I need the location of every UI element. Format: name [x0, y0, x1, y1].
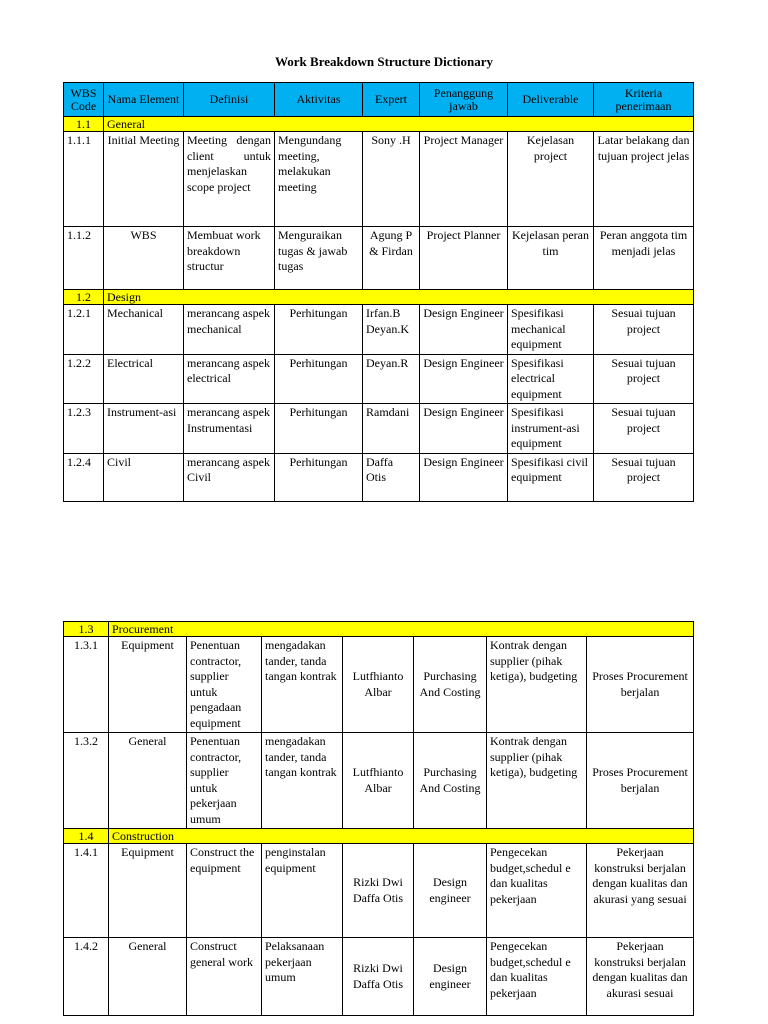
- table-row: [64, 227, 694, 290]
- element-name: General: [109, 938, 187, 1016]
- element-name: Initial Meeting: [104, 132, 184, 227]
- section-row: [64, 117, 694, 132]
- wbs-code: 1.3.2: [64, 733, 109, 829]
- definisi: Penentuan contractor, supplier untuk pengadaan equipment: [187, 637, 262, 733]
- section-name: Design: [104, 290, 694, 305]
- deliverable: Kejelasan project: [508, 132, 594, 227]
- aktivitas: Mengundang meeting, melakukan meeting: [275, 132, 363, 227]
- expert: Lutfhianto Albar: [343, 733, 414, 829]
- aktivitas: mengadakan tander, tanda tangan kontrak: [262, 637, 343, 733]
- header-cell: Expert: [363, 83, 420, 117]
- aktivitas: Perhitungan: [275, 305, 363, 355]
- deliverable: Spesifikasi civil equipment: [508, 453, 594, 501]
- table-row: [64, 637, 694, 733]
- expert: Lutfhianto Albar: [343, 637, 414, 733]
- section-name: Procurement: [109, 622, 694, 637]
- penanggung-jawab: Project Planner: [420, 227, 508, 290]
- expert: Deyan.R: [363, 354, 420, 404]
- wbs-code: 1.2.1: [64, 305, 104, 355]
- penanggung-jawab: Design engineer: [414, 844, 487, 938]
- table-row: [64, 354, 694, 404]
- penanggung-jawab: Project Manager: [420, 132, 508, 227]
- element-name: Mechanical: [104, 305, 184, 355]
- section-name: Construction: [109, 829, 694, 844]
- deliverable: Spesifikasi instrument-asi equipment: [508, 404, 594, 454]
- section-code: 1.3: [64, 622, 109, 637]
- definisi: Meeting dengan client untuk menjelaskan scope project: [184, 132, 275, 227]
- aktivitas: Perhitungan: [275, 404, 363, 454]
- section-name: General: [104, 117, 694, 132]
- header-row: [64, 83, 694, 117]
- header-cell: Nama Element: [104, 83, 184, 117]
- expert: Agung P & Firdan: [363, 227, 420, 290]
- section-code: 1.2: [64, 290, 104, 305]
- table-row: [64, 938, 694, 1016]
- kriteria: Sesuai tujuan project: [594, 354, 694, 404]
- element-name: Electrical: [104, 354, 184, 404]
- aktivitas: Pelaksanaan pekerjaan umum: [262, 938, 343, 1016]
- expert: Irfan.B Deyan.K: [363, 305, 420, 355]
- deliverable: Spesifikasi electrical equipment: [508, 354, 594, 404]
- element-name: Instrument-asi: [104, 404, 184, 454]
- deliverable: Kejelasan peran tim: [508, 227, 594, 290]
- deliverable: Pengecekan budget,schedul e dan kualitas pekerjaan: [487, 844, 587, 938]
- aktivitas: penginstalan equipment: [262, 844, 343, 938]
- expert: Sony .H: [363, 132, 420, 227]
- deliverable: Kontrak dengan supplier (pihak ketiga), budgeting: [487, 733, 587, 829]
- table-row: [64, 844, 694, 938]
- kriteria: Sesuai tujuan project: [594, 453, 694, 501]
- header-cell: WBS Code: [64, 83, 104, 117]
- kriteria: Pekerjaan konstruksi berjalan dengan kualitas dan akurasi yang sesuai: [587, 844, 694, 938]
- aktivitas: Menguraikan tugas & jawab tugas: [275, 227, 363, 290]
- penanggung-jawab: Design Engineer: [420, 453, 508, 501]
- penanggung-jawab: Purchasing And Costing: [414, 733, 487, 829]
- definisi: Penentuan contractor, supplier untuk pekerjaan umum: [187, 733, 262, 829]
- header-cell: Deliverable: [508, 83, 594, 117]
- section-row: [64, 829, 694, 844]
- definisi: Construct the equipment: [187, 844, 262, 938]
- kriteria: Proses Procurement berjalan: [587, 733, 694, 829]
- aktivitas: Perhitungan: [275, 453, 363, 501]
- wbs-code: 1.2.4: [64, 453, 104, 501]
- element-name: General: [109, 733, 187, 829]
- kriteria: Sesuai tujuan project: [594, 305, 694, 355]
- expert: Rizki Dwi Daffa Otis: [343, 938, 414, 1016]
- header-cell: Aktivitas: [275, 83, 363, 117]
- kriteria: Sesuai tujuan project: [594, 404, 694, 454]
- table-row: [64, 733, 694, 829]
- aktivitas: Perhitungan: [275, 354, 363, 404]
- definisi: Membuat work breakdown structur: [184, 227, 275, 290]
- table-row: [64, 404, 694, 454]
- penanggung-jawab: Design Engineer: [420, 404, 508, 454]
- wbs-code: 1.1.2: [64, 227, 104, 290]
- deliverable: Spesifikasi mechanical equipment: [508, 305, 594, 355]
- expert: Rizki Dwi Daffa Otis: [343, 844, 414, 938]
- document-title: Work Breakdown Structure Dictionary: [275, 54, 493, 69]
- element-name: WBS: [104, 227, 184, 290]
- kriteria: Pekerjaan konstruksi berjalan dengan kualitas dan akurasi sesuai: [587, 938, 694, 1016]
- wbs-code: 1.4.1: [64, 844, 109, 938]
- penanggung-jawab: Purchasing And Costing: [414, 637, 487, 733]
- penanggung-jawab: Design engineer: [414, 938, 487, 1016]
- header-cell: Definisi: [184, 83, 275, 117]
- table-row: [64, 305, 694, 355]
- element-name: Civil: [104, 453, 184, 501]
- kriteria: Latar belakang dan tujuan project jelas: [594, 132, 694, 227]
- definisi: merancang aspek Instrumentasi: [184, 404, 275, 454]
- definisi: merancang aspek electrical: [184, 354, 275, 404]
- penanggung-jawab: Design Engineer: [420, 305, 508, 355]
- penanggung-jawab: Design Engineer: [420, 354, 508, 404]
- definisi: Construct general work: [187, 938, 262, 1016]
- section-row: [64, 622, 694, 637]
- deliverable: Kontrak dengan supplier (pihak ketiga), budgeting: [487, 637, 587, 733]
- definisi: merancang aspek mechanical: [184, 305, 275, 355]
- wbs-table-page-1: [63, 82, 694, 502]
- header-cell: Penanggung jawab: [420, 83, 508, 117]
- section-code: 1.4: [64, 829, 109, 844]
- wbs-code: 1.1.1: [64, 132, 104, 227]
- wbs-code: 1.2.2: [64, 354, 104, 404]
- expert: Daffa Otis: [363, 453, 420, 501]
- header-cell: Kriteria penerimaan: [594, 83, 694, 117]
- wbs-table-page-2: [63, 621, 694, 1016]
- element-name: Equipment: [109, 844, 187, 938]
- section-code: 1.1: [64, 117, 104, 132]
- table-row: [64, 132, 694, 227]
- wbs-code: 1.4.2: [64, 938, 109, 1016]
- section-row: [64, 290, 694, 305]
- wbs-code: 1.3.1: [64, 637, 109, 733]
- aktivitas: mengadakan tander, tanda tangan kontrak: [262, 733, 343, 829]
- table-row: [64, 453, 694, 501]
- deliverable: Pengecekan budget,schedul e dan kualitas pekerjaan: [487, 938, 587, 1016]
- kriteria: Peran anggota tim menjadi jelas: [594, 227, 694, 290]
- wbs-code: 1.2.3: [64, 404, 104, 454]
- element-name: Equipment: [109, 637, 187, 733]
- expert: Ramdani: [363, 404, 420, 454]
- kriteria: Proses Procurement berjalan: [587, 637, 694, 733]
- definisi: merancang aspek Civil: [184, 453, 275, 501]
